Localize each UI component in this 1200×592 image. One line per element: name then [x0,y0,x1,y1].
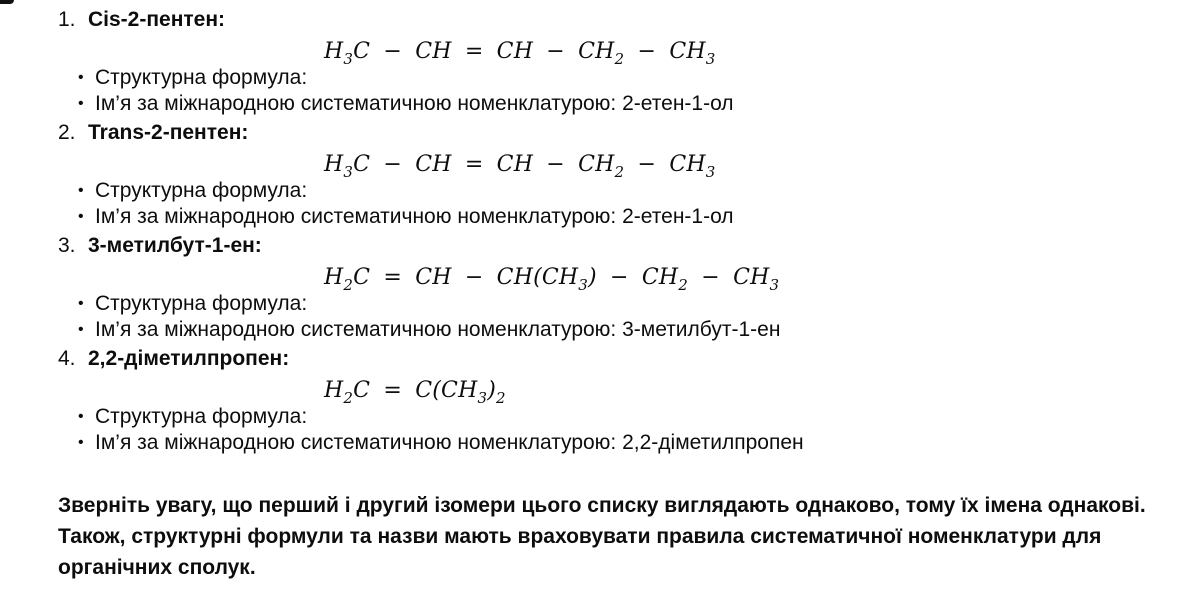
list-item-3 [58,233,1158,347]
name-label: Ім’я за міжнародною систематичною номенклатурою: 2-етен-1-ол [95,92,734,115]
name-row [58,317,1158,347]
bullet-icon: • [78,208,84,225]
name-bullet [78,204,1178,232]
bullet-icon: • [78,295,84,312]
bullet-icon: • [78,95,84,112]
item-number: 3. [58,234,76,257]
structural-formula: $H_3C$ − CH = CH − $CH_2 - CH_3$ [324,152,716,181]
item-number: 4. [58,347,76,370]
item-title: 2,2-діметилпропен: [88,347,290,370]
name-bullet [78,430,1178,458]
structure-bullet [78,65,307,93]
name-label: Ім’я за міжнародною систематичною номенклатурою: 2-етен-1-ол [95,205,734,228]
structure-label: Структурна формула: [95,66,308,89]
structure-bullet [78,178,307,206]
structure-label: Структурна формула: [95,292,308,315]
bullet-icon: • [78,69,84,86]
item-heading [58,233,1158,259]
list-item-1 [58,7,1158,121]
structure-label: Структурна формула: [95,405,308,428]
name-bullet [78,317,1178,345]
item-title: 3-метилбут-1-ен: [88,234,262,257]
structure-row [58,33,1158,91]
structural-formula: $H_3C$ − CH = CH − $CH_2 - CH_3$ [324,39,716,68]
bullet-icon: • [78,182,84,199]
structural-formula: $H_2C$ = CH − $CH(CH_3) - CH_2 - CH_3$ [324,265,780,294]
structural-formula: $H_2C = C(CH_3)_2$ [324,378,506,407]
item-number: 1. [58,8,76,31]
name-row [58,430,1158,460]
item-number: 2. [58,121,76,144]
list-item-4 [58,346,1158,460]
name-bullet [78,91,1178,119]
closing-note: Зверніть увагу, що перший і другий ізомери цього списку виглядають однаково, тому їх імена однакові. Також, структурні формули та назви мають враховувати правила систематичної номенклатури для органічних сполук. [58,494,1146,579]
bullet-icon: • [78,408,84,425]
name-row [58,204,1158,234]
name-row [58,91,1158,121]
item-heading [58,120,1158,146]
item-heading [58,7,1158,33]
cropped-glyph [0,0,14,4]
structure-label: Структурна формула: [95,179,308,202]
bullet-icon: • [78,321,84,338]
structure-bullet [78,291,307,319]
item-heading [58,346,1158,372]
structure-row [58,372,1158,430]
item-title: Trans-2-пентен: [88,121,249,144]
list-item-2 [58,120,1158,234]
bullet-icon: • [78,434,84,451]
name-label: Ім’я за міжнародною систематичною номенклатурою: 2,2-діметилпропен [95,431,804,454]
name-label: Ім’я за міжнародною систематичною номенклатурою: 3-метилбут-1-ен [95,318,781,341]
structure-row [58,259,1158,317]
item-title: Cis-2-пентен: [88,8,226,31]
structure-row [58,146,1158,204]
structure-bullet [78,404,307,432]
